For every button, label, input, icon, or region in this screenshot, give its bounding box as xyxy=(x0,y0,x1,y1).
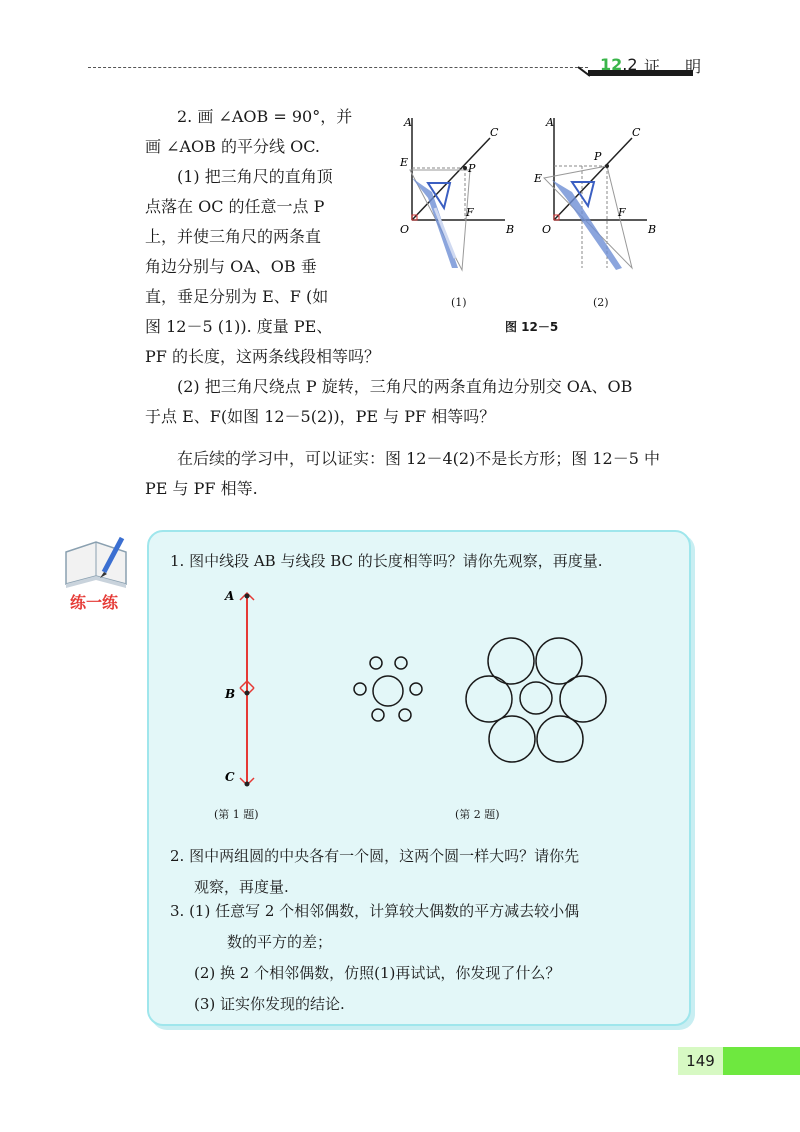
exercise-2-part2: (2) 把三角尺绕点 P 旋转，三角尺的两条直角边分别交 OA、OB 于点 E、F(如图 12－5(2))，PE 与 PF 相等吗？ xyxy=(145,377,633,426)
page-number: 149 xyxy=(678,1047,723,1075)
label-A-2: A xyxy=(546,116,554,129)
notebook-pencil-icon xyxy=(60,532,132,592)
figure-sub-caption-2: (2) xyxy=(593,296,609,309)
figure-panel-2 xyxy=(533,116,656,270)
exercise-2-intro: 2. 画 ∠AOB = 90°，并 画 ∠AOB 的平分线 OC. (1) 把三角尺的直角顶 点落在 OC 的任意一点 P 上，并使三角尺的两条直 角边分别与 OA、OB 垂 直，垂足分别为 E、F (如 图 12－5 (1)). 度量 PE、 PF 的长度，这两条线段相等吗？ xyxy=(145,107,380,366)
header-rule xyxy=(88,67,588,68)
section-number: 12.2 xyxy=(600,55,638,74)
figure-panel-1 xyxy=(399,116,514,270)
label-F-1: F xyxy=(466,206,474,219)
practice-label: 练一练 xyxy=(70,593,119,612)
seg-label-A: A xyxy=(225,589,235,603)
segment-figure xyxy=(215,585,275,795)
circles-figure xyxy=(350,630,610,775)
label-E-2: E xyxy=(534,172,543,185)
label-C-1: C xyxy=(490,126,499,139)
conclusion-paragraph: 在后续的学习中，可以证实：图 12－4(2)不是长方形；图 12－5 中 PE 与 PF 相等. xyxy=(145,449,661,498)
practice-q3: 3. (1) 任意写 2 个相邻偶数，计算较大偶数的平方减去较小偶 数的平方的差； (2) 换 2 个相邻偶数，仿照(1)再试试，你发现了什么？ (3) 证实你发现的结论. xyxy=(170,902,580,1013)
practice-fig2-caption: (第 2 题) xyxy=(455,808,500,821)
section-title: 证 明 xyxy=(644,57,712,76)
label-C-2: C xyxy=(632,126,641,139)
figure-sub-caption-1: (1) xyxy=(451,296,467,309)
figure-12-5 xyxy=(390,108,690,338)
label-P-1: P xyxy=(468,162,476,175)
seg-label-B: B xyxy=(225,687,236,701)
label-F-2: F xyxy=(618,206,626,219)
practice-q1: 1. 图中线段 AB 与线段 BC 的长度相等吗？请你先观察，再度量. xyxy=(170,552,603,570)
label-A-1: A xyxy=(404,116,412,129)
practice-fig1-caption: (第 1 题) xyxy=(214,808,259,821)
label-O-2: O xyxy=(542,223,552,236)
label-O-1: O xyxy=(400,223,410,236)
label-B-1: B xyxy=(506,223,515,236)
header-slant xyxy=(578,60,598,80)
figure-caption: 图 12－5 xyxy=(505,320,559,334)
label-P-2: P xyxy=(594,150,602,163)
label-E-1: E xyxy=(400,156,409,169)
practice-q2: 2. 图中两组圆的中央各有一个圆，这两个圆一样大吗？请你先 观察，再度量. xyxy=(170,847,580,896)
label-B-2: B xyxy=(648,223,657,236)
seg-label-C: C xyxy=(225,770,235,784)
